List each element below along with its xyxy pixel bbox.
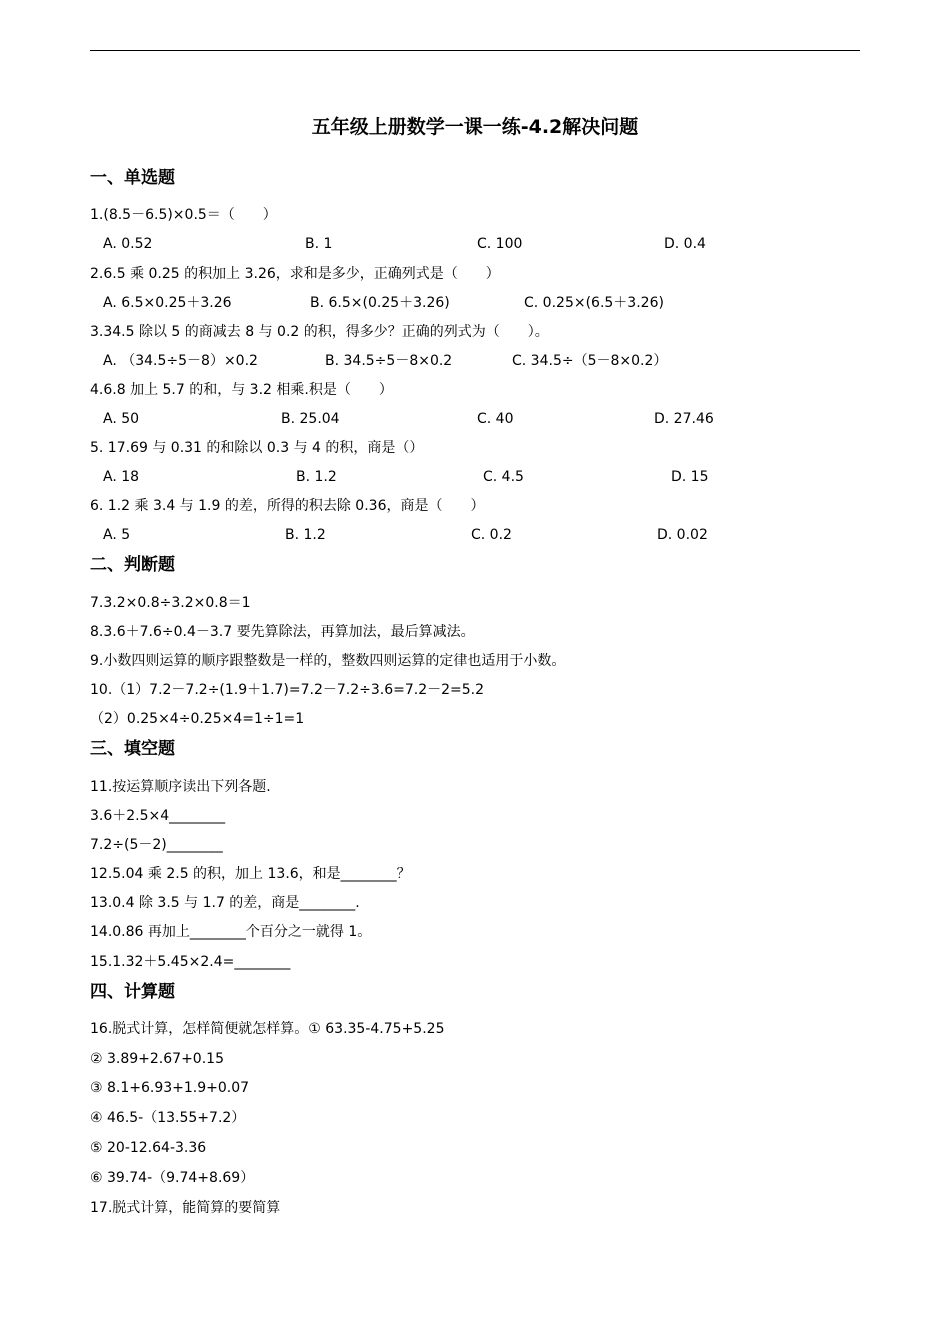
question-1-option-c: C. 100	[477, 236, 523, 252]
question-3-stem: 3.34.5 除以 5 的商减去 8 与 0.2 的积，得多少？正确的列式为（ ）。	[90, 324, 549, 340]
question-16-line-6: ⑥ 39.74-（9.74+8.69）	[90, 1170, 255, 1186]
question-4-stem: 4.6.8 加上 5.7 的和，与 3.2 相乘.积是（ ）	[90, 382, 393, 398]
question-16-line-1: 16.脱式计算，怎样简便就怎样算。① 63.35-4.75+5.25	[90, 1021, 445, 1037]
question-2-option-a: A. 6.5×0.25＋3.26	[103, 295, 232, 311]
question-2-option-b: B. 6.5×(0.25＋3.26)	[310, 295, 450, 311]
question-6-option-b: B. 1.2	[285, 527, 326, 543]
question-4-option-d: D. 27.46	[654, 411, 714, 427]
question-5-stem: 5. 17.69 与 0.31 的和除以 0.3 与 4 的积，商是（）	[90, 440, 424, 456]
section-heading-true-false: 二、判断题	[90, 555, 175, 575]
question-9: 9.小数四则运算的顺序跟整数是一样的，整数四则运算的定律也适用于小数。	[90, 653, 566, 669]
question-4-option-c: C. 40	[477, 411, 514, 427]
question-11-line-1: 3.6＋2.5×4________	[90, 808, 226, 824]
question-7: 7.3.2×0.8÷3.2×0.8＝1	[90, 595, 251, 611]
question-16-line-5: ⑤ 20-12.64-3.36	[90, 1140, 207, 1156]
question-5-option-a: A. 18	[103, 469, 140, 485]
section-heading-single-choice: 一、单选题	[90, 168, 175, 188]
question-3-option-c: C. 34.5÷（5－8×0.2）	[512, 353, 668, 369]
question-2-option-c: C. 0.25×(6.5＋3.26)	[524, 295, 664, 311]
question-11-line-2: 7.2÷(5－2)________	[90, 837, 223, 853]
question-10-line-2: （2）0.25×4÷0.25×4=1÷1=1	[90, 711, 305, 727]
question-8: 8.3.6＋7.6÷0.4－3.7 要先算除法，再算加法，最后算减法。	[90, 624, 475, 640]
question-2-stem: 2.6.5 乘 0.25 的积加上 3.26，求和是多少，正确列式是（ ）	[90, 266, 500, 282]
question-1-option-d: D. 0.4	[664, 236, 706, 252]
question-10-line-1: 10.（1）7.2－7.2÷(1.9＋1.7)=7.2－7.2÷3.6=7.2－2=5.2	[90, 682, 485, 698]
question-6-option-c: C. 0.2	[471, 527, 512, 543]
section-heading-calculation: 四、计算题	[90, 982, 175, 1002]
question-17: 17.脱式计算，能简算的要简算	[90, 1200, 281, 1216]
question-4-option-a: A. 50	[103, 411, 140, 427]
question-5-option-d: D. 15	[671, 469, 709, 485]
page-title: 五年级上册数学一课一练-4.2解决问题	[311, 116, 639, 138]
question-16-line-4: ④ 46.5-（13.55+7.2）	[90, 1110, 246, 1126]
question-12: 12.5.04 乘 2.5 的积，加上 13.6，和是________？	[90, 866, 411, 882]
question-6-option-a: A. 5	[103, 527, 131, 543]
question-11-stem: 11.按运算顺序读出下列各题.	[90, 779, 271, 795]
question-6-option-d: D. 0.02	[657, 527, 708, 543]
question-6-stem: 6. 1.2 乘 3.4 与 1.9 的差，所得的积去除 0.36，商是（ ）	[90, 498, 485, 514]
question-3-option-a: A. （34.5÷5－8）×0.2	[103, 353, 258, 369]
question-1-option-b: B. 1	[305, 236, 333, 252]
question-16-line-3: ③ 8.1+6.93+1.9+0.07	[90, 1080, 250, 1096]
question-5-option-c: C. 4.5	[483, 469, 524, 485]
question-3-option-b: B. 34.5÷5－8×0.2	[325, 353, 453, 369]
question-4-option-b: B. 25.04	[281, 411, 340, 427]
question-5-option-b: B. 1.2	[296, 469, 337, 485]
question-16-line-2: ② 3.89+2.67+0.15	[90, 1051, 224, 1067]
question-1-stem: 1.(8.5－6.5)×0.5＝（ ）	[90, 207, 277, 223]
header-rule	[90, 50, 860, 51]
question-13: 13.0.4 除 3.5 与 1.7 的差，商是________.	[90, 895, 360, 911]
question-15: 15.1.32＋5.45×2.4=________	[90, 954, 291, 970]
question-14: 14.0.86 再加上________个百分之一就得 1。	[90, 924, 372, 940]
question-1-option-a: A. 0.52	[103, 236, 153, 252]
section-heading-fill-in: 三、填空题	[90, 739, 175, 759]
